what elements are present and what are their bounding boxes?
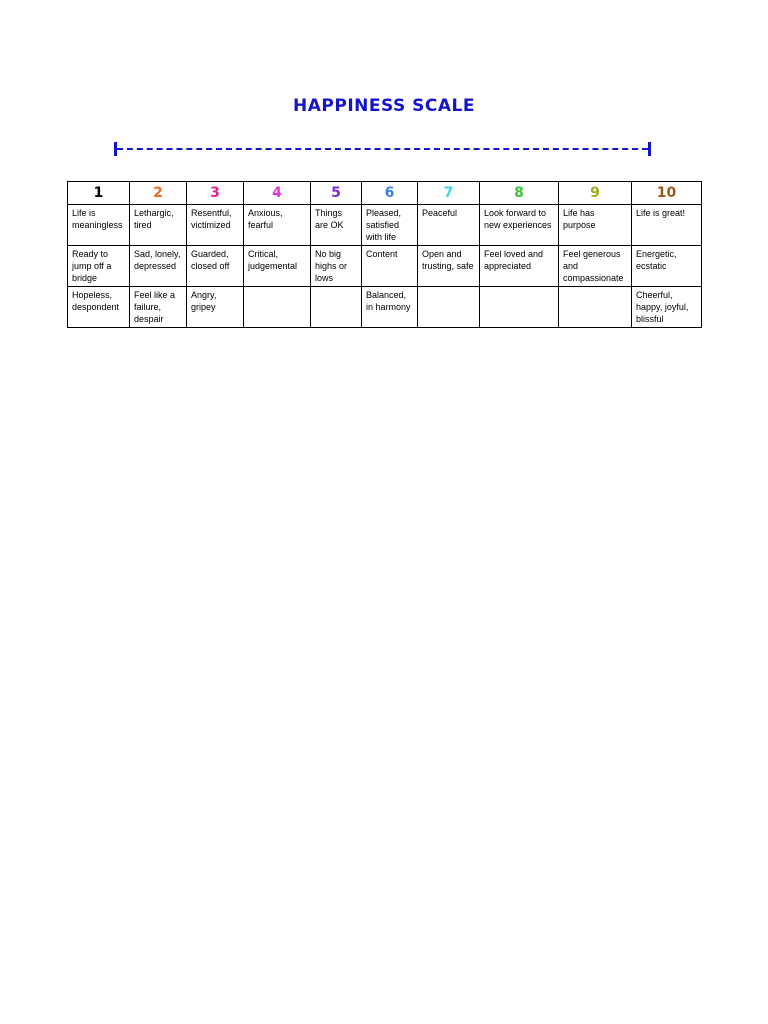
table-cell: Guarded, closed off — [187, 246, 244, 287]
table-row — [68, 205, 702, 246]
table-cell: Balanced, in harmony — [362, 287, 418, 328]
table-cell: Critical, judgemental — [244, 246, 311, 287]
table-cell — [480, 287, 559, 328]
table-cell: Lethargic, tired — [130, 205, 187, 246]
table-cell: Life has purpose — [559, 205, 632, 246]
table-cell: Feel like a failure, despair — [130, 287, 187, 328]
happiness-table — [67, 181, 702, 328]
level-header-8: 8 — [480, 182, 559, 205]
table-cell: Content — [362, 246, 418, 287]
table-cell — [244, 287, 311, 328]
header-row — [68, 182, 702, 205]
table-cell: Open and trusting, safe — [418, 246, 480, 287]
table-cell: Cheerful, happy, joyful, blissful — [632, 287, 702, 328]
table-row — [68, 287, 702, 328]
table-cell: Sad, lonely, depressed — [130, 246, 187, 287]
page-title: HAPPINESS SCALE — [293, 96, 475, 116]
table-cell: Pleased, satisfied with life — [362, 205, 418, 246]
table-cell: No big highs or lows — [311, 246, 362, 287]
table-cell — [311, 287, 362, 328]
table-cell: Look forward to new experiences — [480, 205, 559, 246]
scale-line-right-cap — [648, 142, 651, 156]
table-cell: Angry, gripey — [187, 287, 244, 328]
table-cell: Energetic, ecstatic — [632, 246, 702, 287]
table-cell: Things are OK — [311, 205, 362, 246]
table-cell: Ready to jump off a bridge — [68, 246, 130, 287]
level-header-5: 5 — [311, 182, 362, 205]
table-cell: Feel loved and appreciated — [480, 246, 559, 287]
table-cell: Hopeless, despondent — [68, 287, 130, 328]
level-header-6: 6 — [362, 182, 418, 205]
table-cell — [418, 287, 480, 328]
table-row — [68, 246, 702, 287]
table-cell: Feel generous and compassionate — [559, 246, 632, 287]
scale-line-dashes — [117, 148, 648, 150]
table-cell: Life is meaningless — [68, 205, 130, 246]
level-header-2: 2 — [130, 182, 187, 205]
table-cell: Peaceful — [418, 205, 480, 246]
level-header-10: 10 — [632, 182, 702, 205]
level-header-9: 9 — [559, 182, 632, 205]
level-header-4: 4 — [244, 182, 311, 205]
level-header-1: 1 — [68, 182, 130, 205]
level-header-3: 3 — [187, 182, 244, 205]
table-cell: Resentful, victimized — [187, 205, 244, 246]
level-header-7: 7 — [418, 182, 480, 205]
scale-line — [114, 142, 651, 156]
table-cell: Life is great! — [632, 205, 702, 246]
table-cell — [559, 287, 632, 328]
table-cell: Anxious, fearful — [244, 205, 311, 246]
